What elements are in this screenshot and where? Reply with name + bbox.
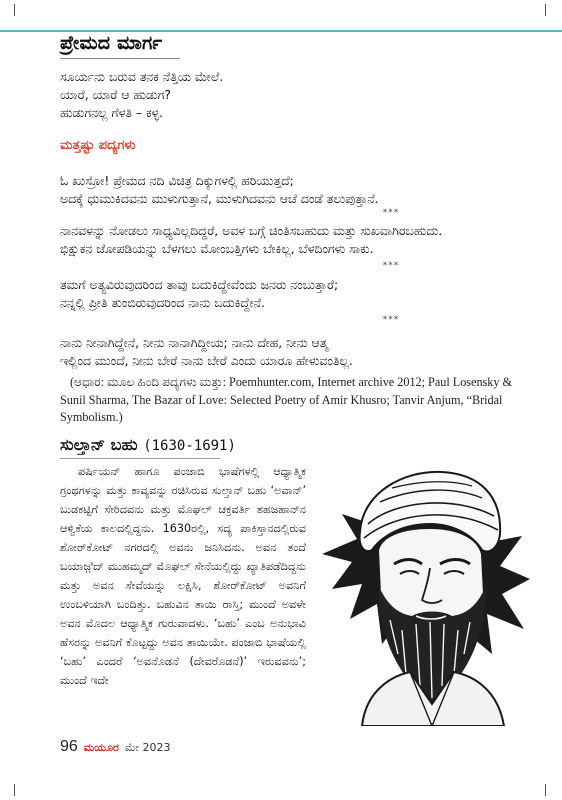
page-title: ಪ್ರೇಮದ ಮಾರ್ಗ	[60, 32, 163, 54]
stanza-separator: ***	[382, 315, 400, 325]
intro-poem-line: ಸೂರ್ಯನು ಬರುವ ತನಕ ನೆತ್ತಿಯ ಮೇಲೆ.	[60, 69, 224, 84]
issue-date: ಮೇ 2023	[124, 741, 171, 754]
intro-poem-line: ಯಾರೆ, ಯಾರೆ ಆ ಹುಡುಗ?	[60, 87, 171, 102]
poem-line: ನನ್ನಲ್ಲಿ ಪ್ರೀತಿ ತುಂಬಿರುವುದರಿಂದ ನಾನು ಬದುಕಿದ್ದೇನೆ.	[60, 295, 265, 310]
stanza-separator: ***	[382, 208, 400, 218]
bio-underline	[60, 458, 220, 459]
poem-line: ಭಿಕ್ಷುಕನ ಜೋಪಡಿಯನ್ನು ಬೆಳಗಲು ಮೋಂಬತ್ತಿಗಳು ಬೇಕಿಲ್ಲ, ಬೆಳದಿಂಗಳು ಸಾಕು.	[60, 241, 374, 256]
title-underline	[60, 58, 180, 59]
intro-poem-line: ಹುಡುಗನಲ್ಲ ಗೆಳತಿ – ಕಳ್ಳ.	[60, 105, 163, 120]
poem-line: ನಾನು ನೀನಾಗಿದ್ದೇನೆ, ನೀನು ನಾನಾಗಿದ್ದೀಯ; ನಾನು ದೇಹ, ನೀನು ಆತ್ಮ	[60, 335, 328, 350]
poem-line: ಓ ಖುಸ್ರೋ! ಪ್ರೇಮದ ನದಿ ವಿಚಿತ್ರ ದಿಕ್ಕುಗಳಲ್ಲಿ ಹರಿಯುತ್ತದೆ;	[60, 173, 294, 188]
poem-line: ತಮಗೆ ಅತ್ಯವಿರುವುದರಿಂದ ತಾವು ಬದುಕಿದ್ದೇವೆಂದು ಜನರು ನಂಬುತ್ತಾರೆ;	[60, 277, 339, 292]
page-footer	[60, 738, 170, 756]
source-note: (ಆಧಾರ: ಮೂಲ ಹಿಂದಿ ಪದ್ಯಗಳು ಮತ್ತು: Poemhunter.com, Internet archive 2012; Paul Losensky & Sunil Sharma, The Bazar of Love: Selected Poetry of Amir Khusro; Tanvir Anjum, “Bridal Symbolism.)	[60, 375, 513, 424]
bio-heading	[60, 435, 236, 455]
bio-paragraph: ಪರ್ಷಿಯನ್ ಹಾಗೂ ಪಂಜಾಬಿ ಭಾಷೆಗಳಲ್ಲಿ ಆಧ್ಯಾತ್ಮಿಕ ಗ್ರಂಥಗಳನ್ನು ಮತ್ತು ಕಾವ್ಯವನ್ನು ರಚಿಸಿರುವ ಸುಲ್ತಾನ್ ಬಹು ‘ಅವಾನ್’ ಬುಡಕಟ್ಟಿಗೆ ಸೇರಿದವನು ಮತ್ತು ಮೊಘಲ್ ಚಕ್ರವರ್ತಿ ಶಹಜಹಾನ್‌ನ ಆಳ್ವಿಕೆಯ ಕಾಲದಲ್ಲಿದ್ದನು. 1630ರಲ್ಲಿ, ಸದ್ಯ ಪಾಕಿಸ್ತಾನದಲ್ಲಿರುವ ಶೋರ್‌ಕೋಟ್ ನಗರದಲ್ಲಿ ಅವನು ಜನಿಸಿದನು. ಅವನ ತಂದೆ ಬಯಾಜ಼ಿದ್ ಮುಹಮ್ಮದ್ ಮೊಘಲ್ ಸೇನೆಯಲ್ಲಿದ್ದು ಖ್ಯಾತಿಪಡೆದಿದ್ದನು ಮತ್ತು ಅವನ ಸೇವೆಯನ್ನು ಲಕ್ಷಿಸಿ, ಶೋರ್‌ಕೋಟ್ ಅವನಿಗೆ ಉಂಬಳಿಯಾಗಿ ಬಂದಿತ್ತು. ಬಹುವಿನ ತಾಯಿ ರಾಸ್ತಿ; ಮುಂದೆ ಅವಳೇ ಅವನ ಮೊದಲ ಆಧ್ಯಾತ್ಮಿಕ ಗುರುವಾದಳು. ‘ಬಹು’ ಎಂಬ ಅನುಭಾವಿ ಹೆಸರನ್ನು ಅವನಿಗೆ ಕೊಟ್ಟದ್ದು ಅವನ ತಾಯಿಯೇ. ಪಂಜಾಬಿ ಭಾಷೆಯಲ್ಲಿ ‘ಬಹು’ ಎಂದರೆ ‘ಅವನೊಡನೆ (ದೇವರೊಡನೆ)’ ಇರುವವನು’; ಮುಂದೆ ಇದೇ	[60, 465, 306, 687]
stanza-separator: ***	[382, 261, 400, 271]
poem-line: ಇಲ್ಲಿಂದ ಮುಂದೆ, ನೀನು ಬೇರೆ ನಾನು ಬೇರೆ ಎಂದು ಯಾರೂ ಹೇಳುವಂತಿಲ್ಲ.	[60, 353, 353, 368]
crop-mark	[14, 784, 15, 796]
crop-mark	[14, 4, 15, 16]
page-number: 96	[60, 738, 78, 755]
crop-mark	[545, 784, 546, 796]
bio-name: ಸುಲ್ತಾನ್ ಬಹು	[60, 435, 138, 454]
portrait-illustration	[302, 454, 534, 726]
bio-years: (1630-1691)	[143, 438, 236, 454]
poem-line: ಅದಕ್ಕೆ ಧುಮುಕಿದವನು ಮುಳುಗುತ್ತಾನೆ, ಮುಳುಗಿದವನು ಆಚೆ ದಂಡೆ ತಲುಪುತ್ತಾನೆ.	[60, 191, 379, 206]
poem-line: ನಾನವಳನ್ನು ನೋಡಲು ಸಾಧ್ಯವಿಲ್ಲದಿದ್ದರೆ, ಅವಳ ಬಗ್ಗೆ ಚಿಂತಿಸಬಹುದು ಮತ್ತು ಸುಖವಾಗಿರಬಹುದು.	[60, 223, 443, 238]
magazine-name: ಮಯೂರ	[83, 741, 119, 754]
more-poems-heading: ಮತ್ತಷ್ಟು ಪದ್ಯಗಳು	[60, 138, 136, 153]
crop-mark	[545, 4, 546, 16]
